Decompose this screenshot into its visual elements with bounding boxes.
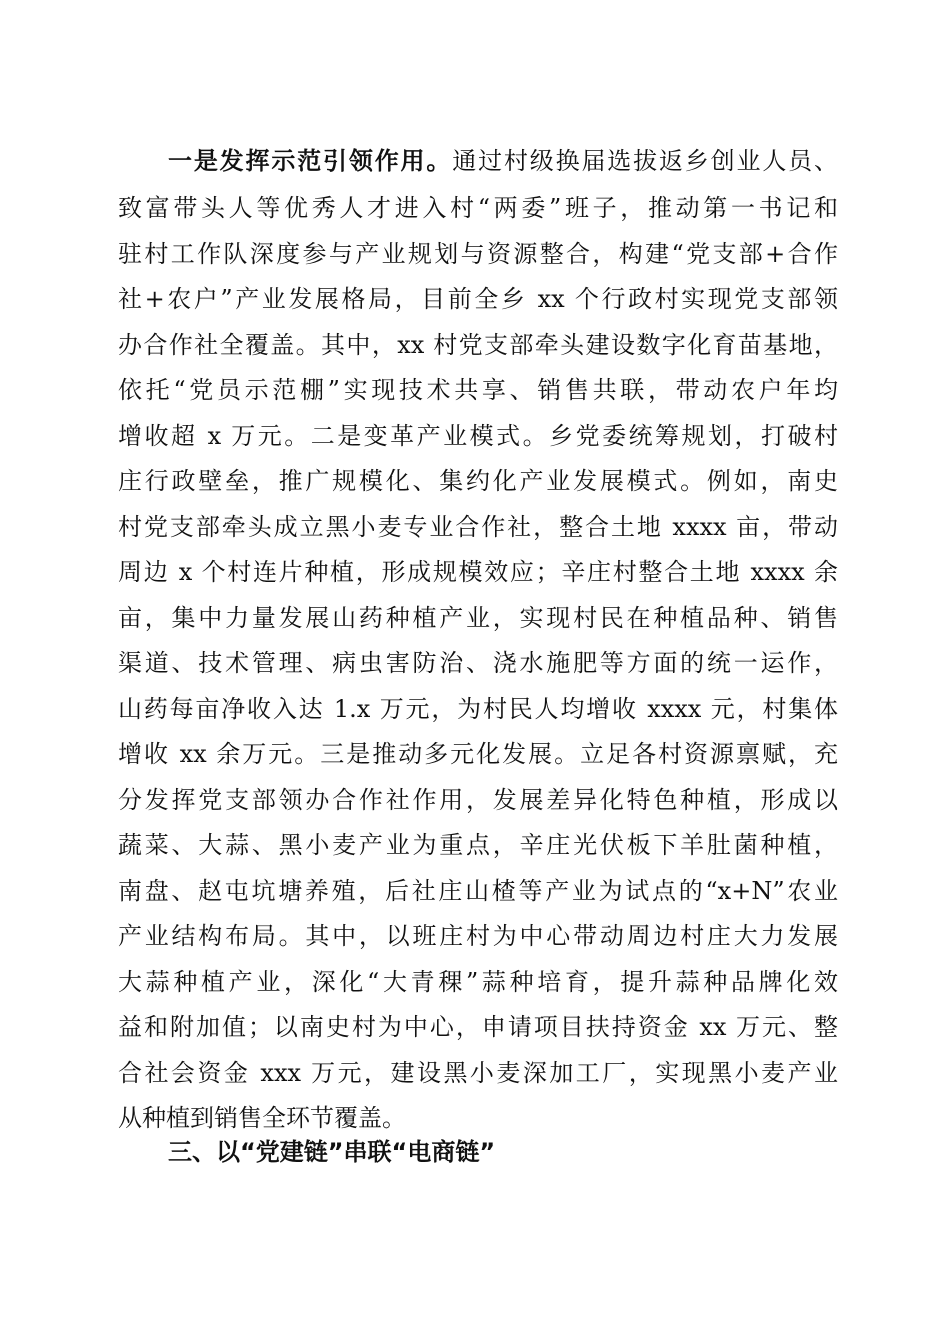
paragraph-line-text: 通过村级换届选拔返乡创业人员、 <box>452 147 839 175</box>
paragraph-lead-bold: 一是发挥示范引领作用。 <box>168 146 453 175</box>
paragraph-line: 大蒜种植产业，深化“大青稞”蒜种培育，提升蒜种品牌化效 <box>118 968 838 996</box>
paragraph-line: 增收超 x 万元。二是变革产业模式。乡党委统筹规划，打破村 <box>118 422 838 450</box>
paragraph-line: 渠道、技术管理、病虫害防治、浇水施肥等方面的统一运作， <box>118 649 838 677</box>
paragraph-line: 蔬菜、大蒜、黑小麦产业为重点，辛庄光伏板下羊肚菌种植， <box>118 831 838 859</box>
paragraph-line: 依托“党员示范棚”实现技术共享、销售共联，带动农户年均 <box>118 376 838 404</box>
paragraph-line: 村党支部牵头成立黑小麦专业合作社，整合土地 xxxx 亩，带动 <box>118 513 838 541</box>
section-heading: 三、以“党建链”串联“电商链” <box>168 1138 496 1166</box>
paragraph-line: 产业结构布局。其中，以班庄村为中心带动周边村庄大力发展 <box>118 922 838 950</box>
paragraph-line: 周边 x 个村连片种植，形成规模效应；辛庄村整合土地 xxxx 余 <box>118 558 838 586</box>
paragraph-line: 从种植到销售全环节覆盖。 <box>118 1104 406 1132</box>
paragraph-line: 合社会资金 xxx 万元，建设黑小麦深加工厂，实现黑小麦产业 <box>118 1059 838 1087</box>
paragraph-line: 庄行政壁垒，推广规模化、集约化产业发展模式。例如，南史 <box>118 467 838 495</box>
paragraph-line: 致富带头人等优秀人才进入村“两委”班子，推动第一书记和 <box>118 194 838 222</box>
paragraph-line: 山药每亩净收入达 1.x 万元，为村民人均增收 xxxx 元，村集体 <box>118 695 838 723</box>
paragraph-line: 南盘、赵屯坑塘养殖，后社庄山楂等产业为试点的“x+N”农业 <box>118 877 838 905</box>
paragraph-line: 办合作社全覆盖。其中，xx 村党支部牵头建设数字化育苗基地， <box>118 331 838 359</box>
paragraph-line: 分发挥党支部领办合作社作用，发展差异化特色种植，形成以 <box>118 786 838 814</box>
paragraph-line: 亩，集中力量发展山药种植产业，实现村民在种植品种、销售 <box>118 604 838 632</box>
paragraph-line: 增收 xx 余万元。三是推动多元化发展。立足各村资源禀赋，充 <box>118 740 838 768</box>
paragraph-line <box>168 146 838 176</box>
paragraph-line: 社+农户”产业发展格局，目前全乡 xx 个行政村实现党支部领 <box>118 285 838 313</box>
paragraph-line: 驻村工作队深度参与产业规划与资源整合，构建“党支部+合作 <box>118 240 838 268</box>
paragraph-line: 益和附加值；以南史村为中心，申请项目扶持资金 xx 万元、整 <box>118 1013 838 1041</box>
